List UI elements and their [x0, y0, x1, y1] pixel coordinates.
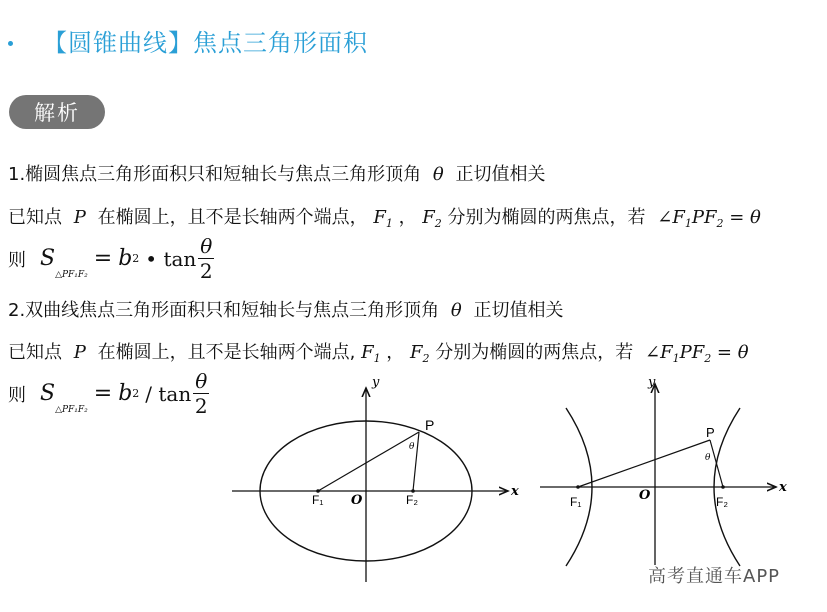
given-text: 已知点	[8, 342, 62, 363]
angle-expr: ∠F	[645, 342, 673, 363]
frac-numerator: θ	[200, 234, 213, 258]
angle-sub1: 1	[672, 352, 680, 365]
section2-theta: θ	[450, 300, 462, 321]
focus-f1: F	[361, 342, 374, 363]
b-exponent: 2	[132, 252, 140, 265]
point-p: P	[73, 342, 86, 363]
area-symbol: S	[40, 381, 56, 406]
hyperbola-f1-label: F₁	[570, 495, 582, 509]
focus-f2-sub: 2	[422, 352, 430, 365]
hyperbola-point-p: P	[706, 425, 715, 440]
b-exponent: 2	[132, 387, 140, 400]
given-text: 在椭圆上，且不是长轴两个端点，	[97, 207, 368, 228]
tan-operator: • tan	[145, 246, 197, 271]
section2-heading-text: 2.双曲线焦点三角形面积只和短轴长与焦点三角形顶角	[8, 300, 440, 321]
b-symbol: b	[118, 246, 133, 271]
given-text: 在椭圆上，且不是长轴两个端点,	[97, 342, 356, 363]
page-title: 【圆锥曲线】焦点三角形面积	[43, 28, 368, 57]
hyperbola-theta: θ	[705, 453, 711, 463]
focus-f1: F	[373, 207, 386, 228]
hyperbola-origin: O	[639, 488, 651, 503]
point-p: P	[73, 207, 86, 228]
then-text: 则	[8, 249, 26, 271]
hyperbola-x-label: x	[779, 480, 787, 495]
area-subscript: △PF₁F₂	[55, 270, 88, 280]
ellipse-y-label: y	[372, 375, 380, 390]
ellipse-figure	[232, 375, 519, 582]
focus-f2: F	[422, 207, 435, 228]
angle-sub2: 2	[704, 352, 712, 365]
analysis-badge: 解析	[9, 95, 105, 129]
focus-f1-dot	[576, 485, 580, 489]
ellipse-x-label: x	[511, 484, 519, 499]
frac-denominator: 2	[199, 259, 213, 283]
separator: ，	[386, 342, 405, 363]
area-symbol: S	[40, 246, 56, 271]
equals-sign: =	[93, 381, 113, 406]
tan-operator: / tan	[145, 381, 192, 406]
segment-pf1	[578, 440, 710, 487]
given-text: 已知点	[8, 207, 62, 228]
angle-eq: = θ	[716, 342, 749, 363]
angle-eq: = θ	[729, 207, 761, 228]
focus-f1-sub: 1	[373, 352, 381, 365]
equals-sign: =	[93, 246, 113, 271]
ellipse-f1-label: F₁	[312, 493, 324, 507]
separator: ，	[398, 207, 417, 228]
focus-f2: F	[410, 342, 423, 363]
angle-mid: PF	[691, 207, 717, 228]
frac-denominator: 2	[194, 394, 208, 418]
area-subscript: △PF₁F₂	[55, 405, 88, 415]
section1-heading-tail: 正切值相关	[455, 164, 546, 185]
segment-pf2	[413, 432, 419, 491]
angle-sub2: 2	[716, 217, 724, 230]
angle-expr: ∠F	[657, 207, 685, 228]
focus-f2-sub: 2	[434, 217, 442, 230]
hyperbola-y-label: y	[648, 375, 656, 390]
given-text: 分别为椭圆的两焦点，若	[435, 342, 634, 363]
focus-f1-sub: 1	[385, 217, 393, 230]
then-text: 则	[8, 384, 26, 406]
angle-sub1: 1	[684, 217, 692, 230]
given-text: 分别为椭圆的两焦点，若	[447, 207, 646, 228]
hyperbola-f2-label: F₂	[716, 495, 728, 509]
section1-theta: θ	[432, 164, 444, 185]
section1-heading-text: 1.椭圆焦点三角形面积只和短轴长与焦点三角形顶角	[8, 164, 422, 185]
hyperbola-figure	[540, 375, 787, 566]
b-symbol: b	[118, 381, 133, 406]
section2-heading-tail: 正切值相关	[473, 300, 564, 321]
watermark: 高考直通车APP	[648, 566, 781, 587]
focus-f2-dot	[721, 485, 725, 489]
ellipse-f2-label: F₂	[406, 493, 418, 507]
ellipse-point-p: P	[425, 417, 435, 433]
frac-numerator: θ	[195, 369, 208, 393]
angle-mid: PF	[679, 342, 705, 363]
ellipse-theta: θ	[409, 442, 415, 452]
segment-pf1	[318, 432, 419, 491]
ellipse-origin: O	[351, 493, 363, 508]
